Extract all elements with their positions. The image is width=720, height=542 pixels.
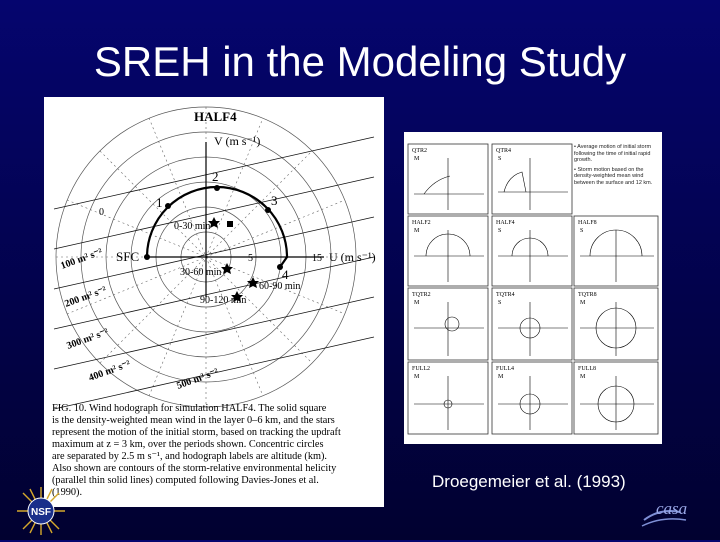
panel-title-half2: HALF2 — [412, 220, 431, 226]
hodograph-svg — [44, 97, 384, 507]
time-label-90-120: 90-120 min — [200, 295, 247, 306]
nsf-logo — [10, 485, 72, 537]
halfour-hodograph-figure — [44, 97, 384, 507]
slide-title: SREH in the Modeling Study — [93, 38, 627, 85]
point-label-4: 4 — [282, 267, 289, 282]
fifteen-label: 15 — [312, 253, 322, 264]
contour-label-300: 300 m² s⁻² — [65, 326, 110, 352]
casa-logo — [640, 490, 696, 534]
contour-label-400: 400 m² s⁻² — [87, 358, 132, 384]
legend-item-1: • Average motion of initial storm following the time of initial rapid growth. — [574, 144, 652, 163]
panel-sub-half4: S — [498, 228, 502, 234]
panel-title-tqtr2: TQTR2 — [412, 292, 431, 298]
panel-sub-tqtr2: M — [414, 300, 420, 306]
panel-sub-qtr4: S — [498, 156, 502, 162]
panel-sub-half8: S — [580, 228, 584, 234]
caption-line-8: (1990). — [52, 487, 83, 498]
zero-label: 0 — [99, 207, 104, 218]
panel-sub-full2: M — [414, 374, 420, 380]
contour-label-200: 200 m² s⁻² — [63, 284, 108, 310]
panels-legend — [574, 144, 660, 214]
casa-logo-graphic — [640, 490, 696, 534]
mean-wind-square — [227, 221, 233, 227]
panel-titles — [412, 148, 597, 380]
figure-caption — [52, 403, 341, 498]
caption-line-5: are separated by 2.5 m s⁻¹, and hodograph labels are altitude (km). — [52, 451, 328, 462]
panel-title: HALF4 — [194, 109, 237, 124]
panel-sub-full4: M — [498, 374, 504, 380]
point-label-3: 3 — [271, 193, 278, 208]
panels-svg — [404, 132, 662, 444]
contour-label-100: 100 m² s⁻² — [59, 246, 104, 272]
point-label-2: 2 — [212, 169, 219, 184]
panel-sub-half2: M — [414, 228, 420, 234]
panel-title-qtr2: QTR2 — [412, 148, 427, 154]
caption-line-4: maximum at z = 3 km, over the periods shown. Concentric circles — [52, 439, 324, 450]
panel-sub-qtr2: M — [414, 156, 420, 162]
nsf-logo-text: NSF — [31, 507, 51, 518]
caption-line-6: Also shown are contours of the storm-relative environmental helicity — [52, 463, 337, 474]
panel-sub-tqtr4: S — [498, 300, 502, 306]
panel-title-half4: HALF4 — [496, 220, 515, 226]
time-label-0-30: 0-30 min — [174, 221, 211, 232]
citation-text: Droegemeier et al. (1993) — [432, 472, 626, 491]
panel-sub-tqtr8: M — [580, 300, 586, 306]
caption-line-3: represent the motion of the initial storm, based on tracking the updraft — [52, 427, 341, 438]
caption-line-2: is the density-weighted mean wind in the layer 0–6 km, and the stars — [52, 415, 335, 426]
panel-sub-full8: M — [580, 374, 586, 380]
hodograph-panels-figure — [404, 132, 662, 444]
time-label-30-60: 30-60 min — [180, 267, 222, 278]
casa-logo-text: casa — [656, 499, 688, 518]
legend-item-2: • Storm motion based on the density-weighted mean wind between the surface and 12 km. — [574, 166, 653, 186]
contour-label-500: 500 m² s⁻² — [175, 366, 220, 392]
five-label: 5 — [248, 253, 253, 264]
time-label-60-90: 60-90 min — [259, 281, 301, 292]
nsf-logo-graphic — [10, 485, 72, 537]
panel-title-tqtr8: TQTR8 — [578, 292, 597, 298]
panel-title-half8: HALF8 — [578, 220, 597, 226]
panel-title-full2: FULL2 — [412, 366, 430, 372]
panel-title-qtr4: QTR4 — [496, 148, 511, 154]
v-axis-label: V (m s⁻¹) — [214, 134, 261, 148]
panel-title-tqtr4: TQTR4 — [496, 292, 515, 298]
sfc-label: SFC — [116, 249, 140, 264]
caption-line-1: FIG. 10. Wind hodograph for simulation HALF4. The solid square — [52, 403, 327, 414]
panel-title-full4: FULL4 — [496, 366, 514, 372]
panel-title-full8: FULL8 — [578, 366, 596, 372]
point-label-1: 1 — [156, 195, 163, 210]
caption-line-7: (parallel thin solid lines) computed following Davies-Jones et al. — [52, 475, 319, 486]
u-axis-label: U (m s⁻¹) — [329, 250, 376, 264]
